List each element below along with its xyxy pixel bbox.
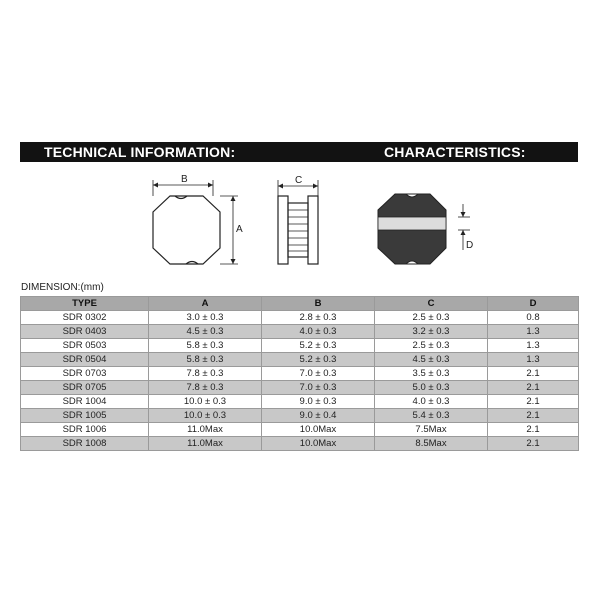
table-row (21, 395, 579, 409)
terminal-view-drawing (378, 194, 470, 264)
header-d: D (488, 297, 579, 311)
cell-b: 7.0 ± 0.3 (262, 367, 375, 381)
cell-b: 7.0 ± 0.3 (262, 381, 375, 395)
table-row (21, 437, 579, 451)
cell-a: 5.8 ± 0.3 (149, 339, 262, 353)
cell-type: SDR 0403 (21, 325, 149, 339)
technical-information-heading: TECHNICAL INFORMATION: (44, 144, 236, 160)
table-row (21, 409, 579, 423)
label-a: A (236, 224, 243, 235)
cell-c: 3.2 ± 0.3 (375, 325, 488, 339)
cell-type: SDR 1005 (21, 409, 149, 423)
cell-d: 1.3 (488, 325, 579, 339)
cell-c: 3.5 ± 0.3 (375, 367, 488, 381)
cell-c: 2.5 ± 0.3 (375, 339, 488, 353)
cell-d: 2.1 (488, 395, 579, 409)
header-b: B (262, 297, 375, 311)
cell-d: 2.1 (488, 381, 579, 395)
cell-d: 1.3 (488, 339, 579, 353)
cell-type: SDR 1008 (21, 437, 149, 451)
characteristics-heading: CHARACTERISTICS: (384, 144, 526, 160)
table-header-row (21, 297, 579, 311)
table-row (21, 325, 579, 339)
cell-b: 9.0 ± 0.4 (262, 409, 375, 423)
cell-type: SDR 1006 (21, 423, 149, 437)
label-b: B (181, 174, 188, 185)
header-a: A (149, 297, 262, 311)
cell-a: 3.0 ± 0.3 (149, 311, 262, 325)
table-row (21, 367, 579, 381)
cell-c: 4.5 ± 0.3 (375, 353, 488, 367)
cell-a: 11.0Max (149, 437, 262, 451)
dimension-table (20, 296, 579, 451)
cell-c: 4.0 ± 0.3 (375, 395, 488, 409)
cell-a: 10.0 ± 0.3 (149, 409, 262, 423)
table-row (21, 339, 579, 353)
cell-d: 2.1 (488, 437, 579, 451)
cell-a: 7.8 ± 0.3 (149, 381, 262, 395)
table-row (21, 381, 579, 395)
cell-a: 7.8 ± 0.3 (149, 367, 262, 381)
cell-a: 10.0 ± 0.3 (149, 395, 262, 409)
cell-d: 2.1 (488, 367, 579, 381)
cell-a: 11.0Max (149, 423, 262, 437)
cell-a: 4.5 ± 0.3 (149, 325, 262, 339)
cell-b: 5.2 ± 0.3 (262, 353, 375, 367)
header-c: C (375, 297, 488, 311)
cell-type: SDR 1004 (21, 395, 149, 409)
cell-c: 7.5Max (375, 423, 488, 437)
cell-d: 1.3 (488, 353, 579, 367)
cell-c: 5.0 ± 0.3 (375, 381, 488, 395)
header-type: TYPE (21, 297, 149, 311)
cell-c: 2.5 ± 0.3 (375, 311, 488, 325)
dimension-diagram (0, 165, 600, 280)
side-view-drawing (278, 180, 318, 264)
label-d: D (466, 240, 474, 251)
dimension-label: DIMENSION:(mm) (21, 282, 104, 293)
table-row (21, 423, 579, 437)
table-row (21, 353, 579, 367)
cell-type: SDR 0302 (21, 311, 149, 325)
cell-c: 5.4 ± 0.3 (375, 409, 488, 423)
cell-b: 4.0 ± 0.3 (262, 325, 375, 339)
table-row (21, 311, 579, 325)
top-view-drawing (153, 180, 238, 264)
cell-d: 0.8 (488, 311, 579, 325)
cell-a: 5.8 ± 0.3 (149, 353, 262, 367)
header-banner (20, 142, 578, 162)
cell-b: 10.0Max (262, 437, 375, 451)
cell-type: SDR 0703 (21, 367, 149, 381)
cell-b: 2.8 ± 0.3 (262, 311, 375, 325)
cell-type: SDR 0504 (21, 353, 149, 367)
cell-d: 2.1 (488, 409, 579, 423)
cell-b: 9.0 ± 0.3 (262, 395, 375, 409)
label-c: C (295, 175, 303, 186)
cell-b: 5.2 ± 0.3 (262, 339, 375, 353)
cell-d: 2.1 (488, 423, 579, 437)
cell-c: 8.5Max (375, 437, 488, 451)
cell-type: SDR 0503 (21, 339, 149, 353)
cell-b: 10.0Max (262, 423, 375, 437)
cell-type: SDR 0705 (21, 381, 149, 395)
